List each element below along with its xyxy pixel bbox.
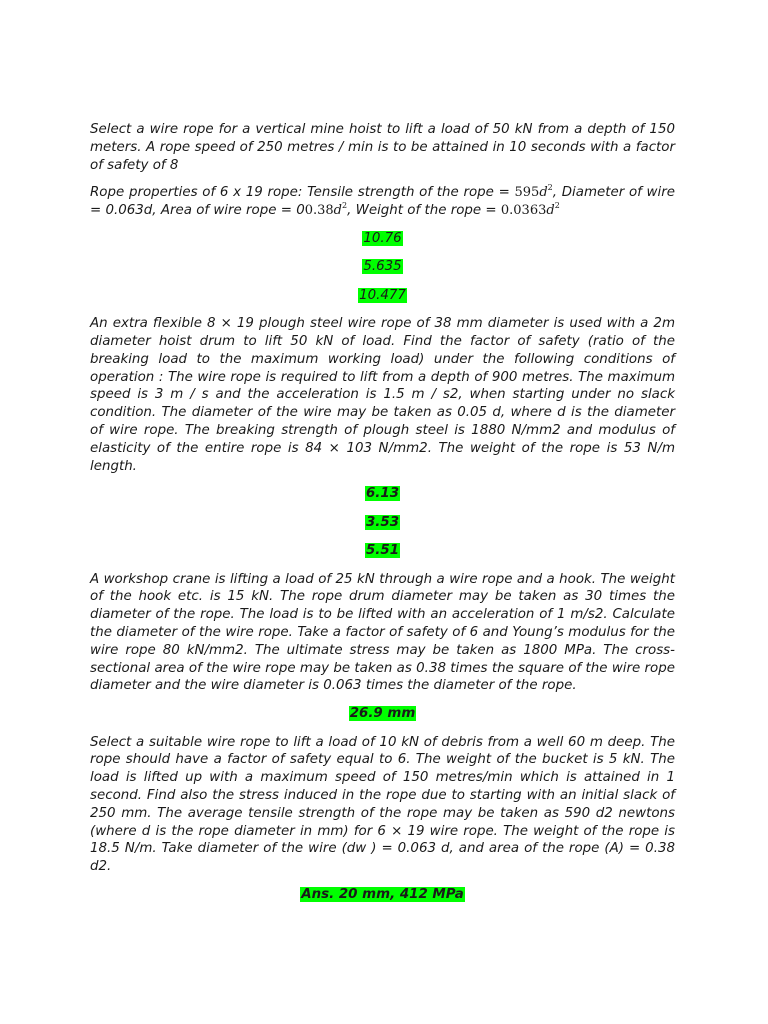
- answer-highlight: 5.51: [365, 543, 400, 559]
- question-4-answer: [90, 886, 675, 903]
- question-1-answer-2: [90, 258, 675, 275]
- answer-highlight: 10.76: [363, 230, 402, 246]
- tensile-formula: $595d^2$: [514, 183, 553, 201]
- question-1-answer-1: [90, 230, 675, 247]
- question-2-answer-3: [90, 542, 675, 559]
- question-2-text: An extra flexible 8 × 19 plough steel wire rope of 38 mm diameter is used with a 2m diameter hoist drum to lift 50 kN of load. Find the factor of safety (ratio of the breaking load to the maximum working load) under the following conditions of operation : The wire rope is required to lift from a depth of 900 metres. The maximum speed is 3 m / s and the acceleration is 1.5 m / s2, when starting under no slack condition. The diameter of the wire may be taken as 0.05 d, where d is the diameter of wire rope. The breaking strength of plough steel is 1880 N/mm2 and modulus of elasticity of the entire rope is 84 × 103 N/mm2. The weight of the rope is 53 N/m length.: [90, 316, 675, 474]
- question-3-answer: [90, 705, 675, 722]
- answer-highlight: 6.13: [365, 486, 400, 502]
- answer-highlight: 26.9 mm: [349, 706, 416, 722]
- document-page: [90, 121, 675, 914]
- area-formula: $0.38d^2$: [304, 201, 348, 219]
- answer-highlight: 5.635: [363, 259, 402, 275]
- answer-highlight: 10.477: [359, 287, 406, 303]
- question-1-text: Select a wire rope for a vertical mine hoist to lift a load of 50 kN from a depth of 150 meters. A rope speed of 250 metres / min is to be attained in 10 seconds with a factor of safety of 8: [90, 122, 675, 173]
- question-2-answer-1: [90, 485, 675, 502]
- question-1-rope-properties: [90, 184, 675, 220]
- props-prefix: Rope properties of 6 x 19 rope: Tensile strength of the rope =: [90, 185, 515, 201]
- answer-highlight: Ans. 20 mm, 412 MPa: [301, 886, 464, 902]
- weight-formula: $0.0363d^2$: [500, 201, 560, 219]
- question-1-answer-3: [90, 287, 675, 304]
- question-3-text: A workshop crane is lifting a load of 25 kN through a wire rope and a hook. The weight of the hook etc. is 15 kN. The rope drum diameter may be taken as 30 times the diameter of the rope. The load is to be lifted with an acceleration of 1 m/s2. Calculate the diameter of the wire rope. Take a factor of safety of 6 and Young’s modulus for the wire rope 80 kN/mm2. The ultimate stress may be taken as 1800 MPa. The cross-sectional area of the wire rope may be taken as 0.38 times the square of the wire rope diameter and the wire diameter is 0.063 times the diameter of the rope.: [90, 571, 675, 694]
- question-4-text: Select a suitable wire rope to lift a load of 10 kN of debris from a well 60 m deep. The rope should have a factor of safety equal to 6. The weight of the bucket is 5 kN. The load is lifted up with a maximum speed of 150 metres/min which is attained in 1 second. Find also the stress induced in the rope due to starting with an initial slack of 250 mm. The average tensile strength of the rope may be taken as 590 d2 newtons (where d is the rope diameter in mm) for 6 × 19 wire rope. The weight of the rope is 18.5 N/m. Take diameter of the wire (dw ) = 0.063 d, and area of the rope (A) = 0.38 d2.: [90, 734, 675, 875]
- question-2-answer-2: [90, 514, 675, 531]
- answer-highlight: 3.53: [365, 514, 400, 530]
- props-mid-1: , Diameter of wire = 0.063d, Area of wire rope = 0: [90, 185, 675, 219]
- props-mid-2: , Weight of the rope =: [347, 203, 501, 219]
